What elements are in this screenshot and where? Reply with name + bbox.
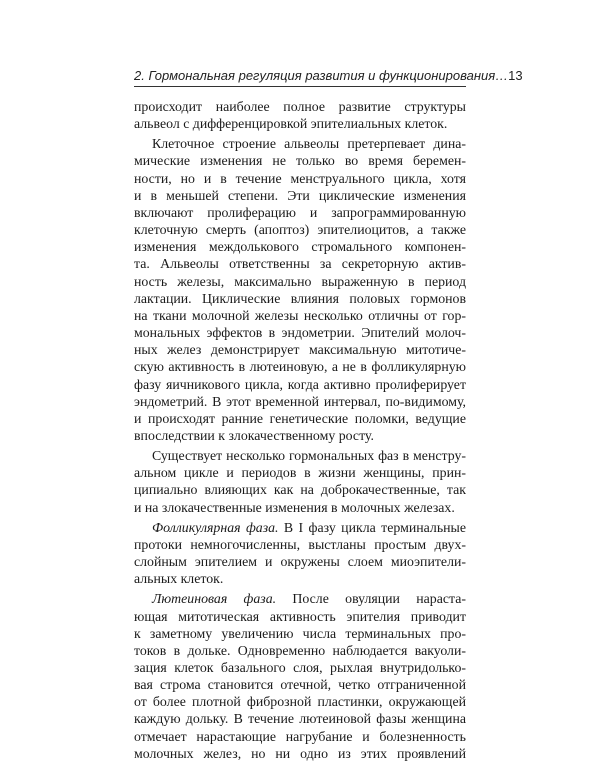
text-line: ность железы, максимально выраженную в период xyxy=(134,273,466,289)
text-line: от более плотной фиброзной пластинки, окружающей xyxy=(134,694,466,710)
paragraph xyxy=(134,447,466,516)
text-line: зация клеток базального слоя, рыхлая внутридолько- xyxy=(134,660,466,675)
text-line: и в меньшей степени. Эти циклические изменения xyxy=(134,187,466,203)
text-line: Существует несколько гормональных фаз в менстру- xyxy=(152,448,466,464)
text-line: эндометрий. В этот временной интервал, по-видимому, xyxy=(134,393,466,409)
text-line: мональных эффектов в эндометрии. Эпителий молоч- xyxy=(134,325,466,341)
text-line xyxy=(134,519,466,536)
text-fragment: В I фазу цикла терминальные xyxy=(278,519,466,535)
text-line: слойным эпителием и окружены слоем миоэпители- xyxy=(134,554,466,570)
paragraph xyxy=(134,135,466,444)
text-line: вая строма становится отечной, четко отграниченной xyxy=(134,677,466,693)
text-line: ципиально влияющих как на доброкачественные, так xyxy=(134,482,466,498)
text-line: происходит наиболее полное развитие структуры xyxy=(134,99,466,114)
text-line: фазу яичникового цикла, когда активно пролиферирует xyxy=(134,376,466,392)
text-line: отмечает нарастающие нагрубание и болезненность xyxy=(134,728,466,744)
paragraph xyxy=(134,590,466,762)
text-line: ности, но и в течение менструального цикла, хотя xyxy=(134,170,466,186)
text-line: на ткани молочной железы несколько отличны от гор- xyxy=(134,307,466,323)
running-title: 2. Гормональная регуляция развития и функционирования… xyxy=(134,68,509,83)
text-line: мические изменения не только во время беремен- xyxy=(134,153,466,169)
text-line: каждую дольку. В течение лютеиновой фазы женщина xyxy=(134,711,466,727)
text-line: Клеточное строение альвеолы претерпевает дина- xyxy=(152,136,466,152)
text-line: молочных желез, но ни одно из этих проявлений xyxy=(134,745,466,761)
text-line: впоследствии к злокачественному росту. xyxy=(134,427,374,443)
paragraph xyxy=(134,519,466,588)
text-body xyxy=(134,98,466,762)
text-line: токов в дольке. Одновременно наблюдается вакуоли- xyxy=(134,642,466,658)
running-head xyxy=(134,62,523,84)
page-number: 13 xyxy=(508,68,523,83)
text-line: лактации. Циклические влияния половых гормонов xyxy=(134,290,466,306)
text-line: и происходят ранние генетические поломки, ведущие xyxy=(134,410,466,426)
run-in-heading: Фолликулярная фаза. xyxy=(152,519,279,535)
run-in-heading: Лютеиновая фаза. xyxy=(152,591,277,607)
text-fragment: После овуляции нараста- xyxy=(276,591,466,607)
text-line: альных клеток. xyxy=(134,571,224,587)
text-line: включают пролиферацию и запрограммированную xyxy=(134,204,466,220)
text-line: клеточную смерть (апоптоз) эпителиоцитов, а также xyxy=(134,222,466,238)
text-line: изменения междолькового стромального компонен- xyxy=(134,239,466,255)
text-line: та. Альвеолы ответственны за секреторную актив- xyxy=(134,256,466,272)
header-divider xyxy=(134,86,466,87)
paragraph xyxy=(134,98,466,132)
text-line: ных желез демонстрирует максимальную митотиче- xyxy=(134,342,466,358)
text-line: ющая митотическая активность эпителия приводит xyxy=(134,608,466,624)
text-line xyxy=(134,590,466,607)
text-line: скую активность в лютеиновую, а не в фолликулярную xyxy=(134,359,466,375)
text-line: и на злокачественные изменения в молочных железах. xyxy=(134,499,455,515)
text-line: к заметному увеличению числа терминальных про- xyxy=(134,625,466,641)
text-line: протоки немногочисленны, выстланы простым двух- xyxy=(134,536,466,552)
text-line: альвеол с дифференцировкой эпителиальных клеток. xyxy=(134,116,448,132)
text-line: альном цикле и периодов в жизни женщины, прин- xyxy=(134,465,466,481)
